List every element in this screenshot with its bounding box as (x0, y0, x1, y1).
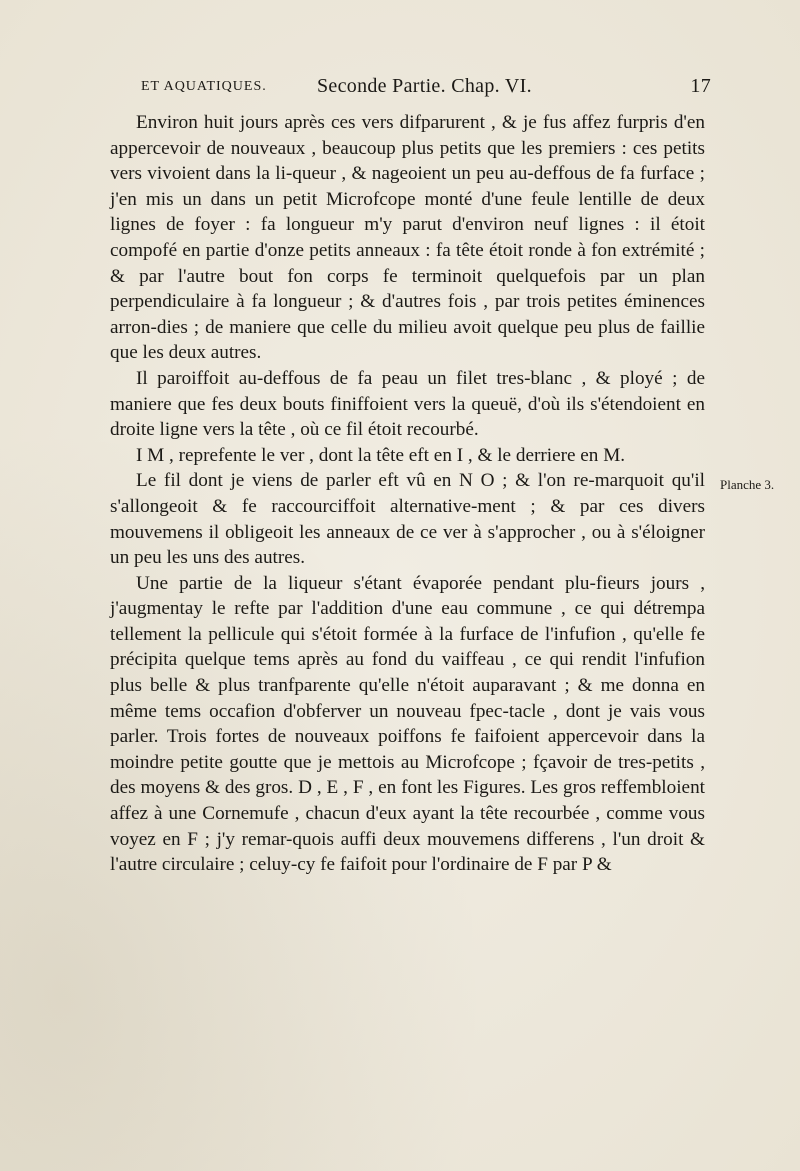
paragraph-5: Une partie de la liqueur s'étant évaporée pendant plu-fieurs jours , j'augmentay le refte par l'addition d'une eau commune , ce qui détrempa tellement la pellicule qui s'étoit formée à la furface de l'infufion , qu'elle fe précipita quelque tems après au fond du vaiffeau , ce qui rendit l'infufion plus belle & plus tranfparente qu'elle n'étoit auparavant ; & me donna en même tems occafion d'obferver un nouveau fpec-tacle , dont je vais vous parler. Trois fortes de nouveaux poiffons fe faifoient appercevoir dans la moindre petite goutte que je mettois au Microfcope ; fçavoir de tres-petits , des moyens & des gros. D , E , F , en font les Figures. Les gros reffembloient affez à une Cornemufe , chacun d'eux ayant la tête recourbée , comme vous voyez en F ; j'y remar-quois auffi deux mouvemens differens , l'un droit & l'autre circulaire ; celuy-cy fe faifoit pour l'ordinaire de F par P & (110, 572, 705, 876)
paragraph-2: Il paroiffoit au-deffous de fa peau un filet tres-blanc , & ployé ; de maniere que fes deux bouts finiffoient vers la queuë, d'où ils s'étendoient en droite ligne vers la tête , où ce fil étoit recourbé. (110, 367, 705, 441)
page-header (141, 75, 711, 105)
margin-note-planche: Planche 3. (720, 477, 775, 492)
paragraph-4: Le fil dont je viens de parler eft vû en N O ; & l'on re-marquoit qu'il s'allongeoit & fe raccourciffoit alternative-ment ; & par ces divers mouvemens il obligeoit les anneaux de ce ver à s'approcher , ou à s'éloigner un peu les uns des autres. (110, 470, 705, 569)
paragraph-3: I M , reprefente le ver , dont la tête eft en I , & le derriere en M. (136, 444, 626, 466)
running-title-center: Seconde Partie. Chap. VI. (317, 75, 532, 97)
paragraph-1: Environ huit jours après ces vers difparurent , & je fus affez furpris d'en appercevoir de nouveaux , beaucoup plus petits que les premiers : ces petits vers vivoient dans la li-queur , & nageoient un peu au-deffous de fa furface ; j'en mis un dans un petit Microfcope monté d'une feule lentille de deux lignes de foyer : fa longueur m'y parut d'environ neuf lignes : il étoit compofé en partie d'onze petits anneaux : fa tête étoit ronde à fon extrémité ; & par l'autre bout fon corps fe terminoit quelquefois par un plan perpendiculaire à fa longueur ; & d'autres fois , par trois petites éminences arron-dies ; de maniere que celle du milieu avoit quelque peu plus de faillie que les deux autres. (110, 112, 705, 364)
running-title-left: ET AQUATIQUES. (141, 79, 267, 94)
page-number: 17 (690, 75, 711, 97)
body-text (110, 110, 705, 878)
